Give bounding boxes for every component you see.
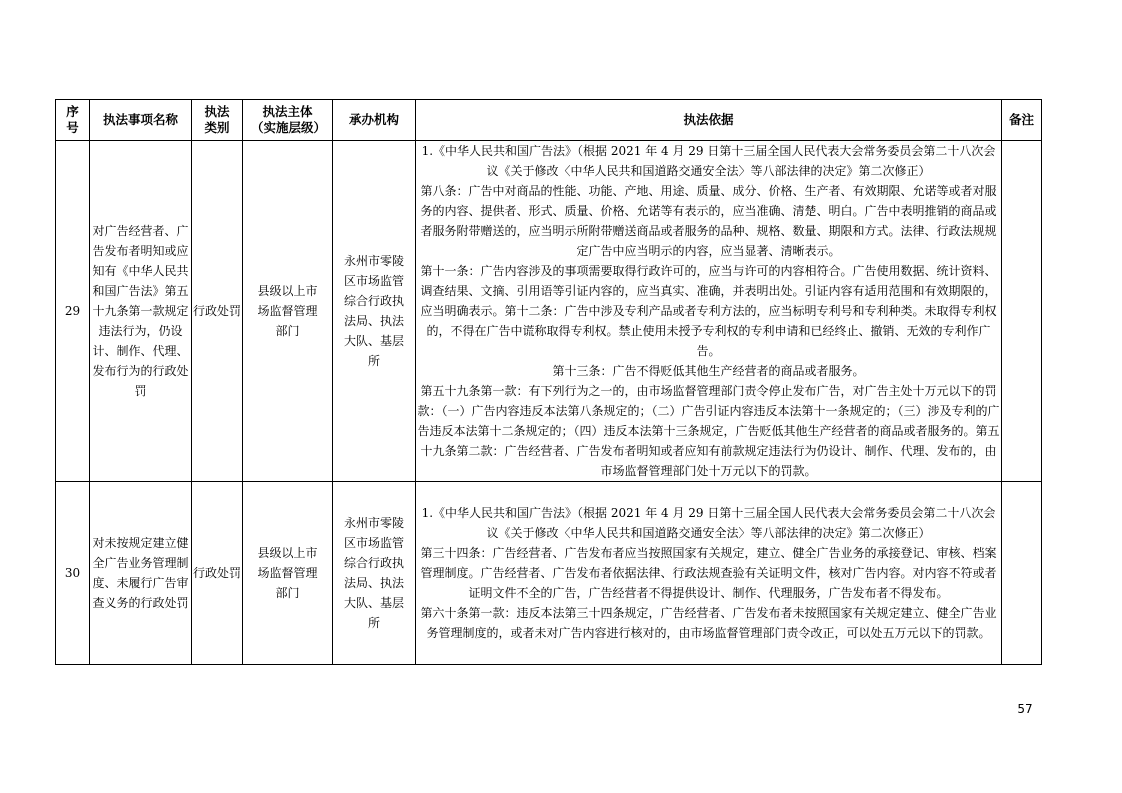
basis-paragraph: 第十三条：广告不得贬低其他生产经营者的商品或者服务。 (552, 364, 865, 378)
basis-paragraph: 第三十四条：广告经营者、广告发布者应当按照国家有关规定，建立、健全广告业务的承接登记、审核、档案管理制度。广告经营者、广告发布者依据法律、行政法规查验有关证明文件，核对广告内容。对内容不符或者证明文件不全的广告，广告经营者不得提供设计、制作、代理服务，广告发布者不得发布。 (420, 546, 997, 600)
row-item-name: 对未按规定建立健全广告业务管理制度、未履行广告审查义务的行政处罚 (90, 482, 192, 665)
table-row (56, 141, 1042, 482)
table-row (56, 482, 1042, 665)
header-org: 承办机构 (333, 100, 416, 141)
row-note (1002, 141, 1042, 482)
row-basis (416, 482, 1002, 665)
basis-paragraph: 第六十条第一款：违反本法第三十四条规定，广告经营者、广告发布者未按照国家有关规定建立、健全广告业务管理制度的，或者未对广告内容进行核对的，由市场监督管理部门责令改正，可以处五万元以下的罚款。 (420, 606, 997, 640)
header-basis: 执法依据 (416, 100, 1002, 141)
page-number: 57 (1017, 702, 1033, 716)
row-item-name: 对广告经营者、广告发布者明知或应知有《中华人民共和国广告法》第五十九条第一款规定违法行为，仍设计、制作、代理、发布行为的行政处罚 (90, 141, 192, 482)
header-subject: 执法主体（实施层级） (243, 100, 333, 141)
header-note: 备注 (1002, 100, 1042, 141)
header-row (56, 100, 1042, 141)
basis-paragraph: 1.《中华人民共和国广告法》（根据 2021 年 4 月 29 日第十三届全国人民代表大会常务委员会第二十八次会议《关于修改〈中华人民共和国道路交通安全法〉等八部法律的决定》第二次修正） (421, 144, 996, 178)
row-subject: 县级以上市场监督管理部门 (243, 141, 333, 482)
basis-paragraph: 1.《中华人民共和国广告法》（根据 2021 年 4 月 29 日第十三届全国人民代表大会常务委员会第二十八次会议《关于修改〈中华人民共和国道路交通安全法〉等八部法律的决定》第二次修正） (421, 506, 996, 540)
basis-paragraph: 第八条：广告中对商品的性能、功能、产地、用途、质量、成分、价格、生产者、有效期限、允诺等或者对服务的内容、提供者、形式、质量、价格、允诺等有表示的，应当准确、清楚、明白。广告中表明推销的商品或者服务附带赠送的，应当明示所附带赠送商品或者服务的品种、规格、数量、期限和方式。法律、行政法规规定广告中应当明示的内容，应当显著、清晰表示。 (420, 184, 997, 258)
law-enforcement-table (55, 99, 1042, 665)
row-type: 行政处罚 (192, 482, 243, 665)
header-name: 执法事项名称 (90, 100, 192, 141)
row-org: 永州市零陵区市场监管综合行政执法局、执法大队、基层所 (333, 482, 416, 665)
row-basis (416, 141, 1002, 482)
basis-paragraph: 第五十九条第一款：有下列行为之一的，由市场监督管理部门责令停止发布广告，对广告主处十万元以下的罚款：（一）广告内容违反本法第八条规定的；（二）广告引证内容违反本法第十一条规定的；（三）涉及专利的广告违反本法第十二条规定的；（四）违反本法第十三条规定，广告贬低其他生产经营者的商品或者服务的。第五十九条第二款：广告经营者、广告发布者明知或者应知有前款规定违法行为仍设计、制作、代理、发布的，由市场监督管理部门处十万元以下的罚款。 (417, 384, 1000, 478)
row-type: 行政处罚 (192, 141, 243, 482)
row-seq: 30 (56, 482, 90, 665)
header-type: 执法类别 (192, 100, 243, 141)
row-subject: 县级以上市场监督管理部门 (243, 482, 333, 665)
basis-paragraph: 第十一条：广告内容涉及的事项需要取得行政许可的，应当与许可的内容相符合。广告使用数据、统计资料、调查结果、文摘、引用语等引证内容的，应当真实、准确，并表明出处。引证内容有适用范围和有效期限的，应当明确表示。第十二条：广告中涉及专利产品或者专利方法的，应当标明专利号和专利种类。未取得专利权的，不得在广告中谎称取得专利权。禁止使用未授予专利权的专利申请和已经终止、撤销、无效的专利作广告。 (420, 264, 997, 358)
row-note (1002, 482, 1042, 665)
header-seq: 序号 (56, 100, 90, 141)
row-org: 永州市零陵区市场监管综合行政执法局、执法大队、基层所 (333, 141, 416, 482)
row-seq: 29 (56, 141, 90, 482)
